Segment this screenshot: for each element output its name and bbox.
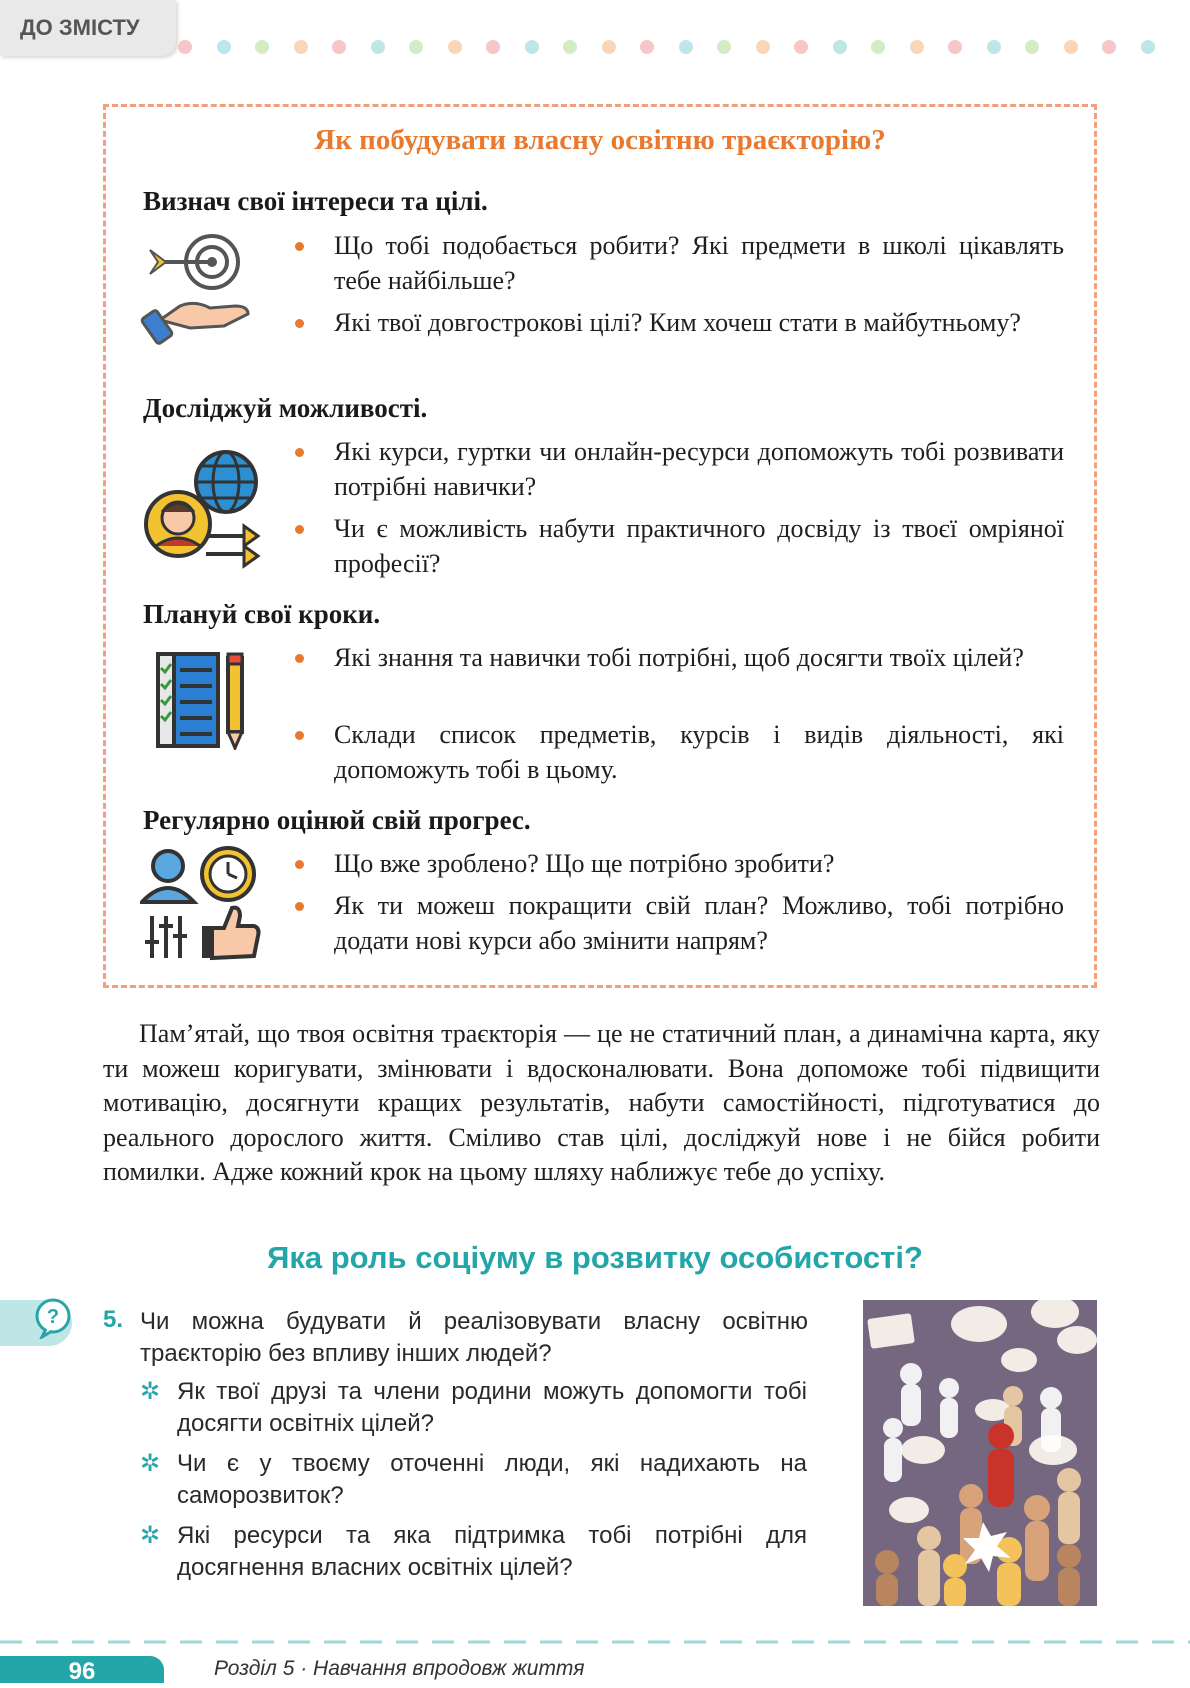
decorative-dot bbox=[255, 40, 269, 54]
decorative-dot bbox=[486, 40, 500, 54]
decorative-dot bbox=[178, 40, 192, 54]
decorative-dot bbox=[525, 40, 539, 54]
gear-bullet-icon: ✲ bbox=[140, 1379, 161, 1405]
decorative-dots bbox=[178, 40, 1190, 56]
svg-text:?: ? bbox=[46, 1306, 60, 1328]
section-heading-explore: Досліджуй можливості. bbox=[143, 393, 428, 423]
decorative-dot bbox=[640, 40, 654, 54]
box-title: Як побудувати власну освітню траєкторію? bbox=[314, 124, 886, 156]
decorative-dot bbox=[910, 40, 924, 54]
decorative-dot bbox=[756, 40, 770, 54]
summary-paragraph: Пам’ятай, що твоя освітня траєкторія — це не статичний план, а динамічна карта, яку ти можеш коригувати, змінювати і вдосконалювати. Вона допоможе тобі підвищити мотивацію, досягнути кращих результатів, набути самостійності, підготуватися до реального дорослого життя. Сміливо став цілі, досліджуй нове і не бійся робити помилки. Адже кожний крок на цьому шляху наближує тебе до успіху. bbox=[103, 1019, 1100, 1186]
bullet-item: Склади список предметів, курсів і видів діяльності, які допоможуть тобі в цьому. bbox=[334, 717, 1064, 787]
decorative-dot bbox=[1102, 40, 1116, 54]
question-text: Чи можна будувати й реалізовувати власну освітню траєкторію без впливу інших людей? bbox=[140, 1308, 808, 1367]
section-title: Яка роль соціуму в розвитку особистості? bbox=[267, 1240, 923, 1275]
decorative-dot bbox=[1141, 40, 1155, 54]
section-heading-plan: Плануй свої кроки. bbox=[143, 599, 381, 629]
toc-button[interactable] bbox=[0, 0, 176, 56]
decorative-dot bbox=[833, 40, 847, 54]
checklist-pencil-icon bbox=[140, 650, 250, 750]
footer-dashed-line bbox=[0, 1640, 1190, 1644]
decorative-dot bbox=[217, 40, 231, 54]
question-bubble-icon bbox=[32, 1297, 74, 1339]
decorative-dot bbox=[1064, 40, 1078, 54]
sub-question: Які ресурси та яка підтримка тобі потрібні для досягнення власних освітніх цілей? bbox=[177, 1522, 807, 1581]
bullet-item: Чи є можливість набути практичного досвіду із твоєї омріяної професії? bbox=[334, 511, 1064, 581]
decorative-dot bbox=[1025, 40, 1039, 54]
bullet-item: Які твої довгострокові цілі? Ким хочеш стати в майбутньому? bbox=[334, 305, 1064, 340]
bullet-item: Що тобі подобається робити? Які предмети в школі цікавлять тебе найбільше? bbox=[334, 228, 1064, 298]
globe-person-icon bbox=[140, 446, 264, 570]
decorative-dot bbox=[294, 40, 308, 54]
section-heading-interests: Визнач свої інтереси та цілі. bbox=[143, 186, 488, 216]
toc-label: ДО ЗМІСТУ bbox=[20, 15, 140, 40]
section-heading-progress: Регулярно оцінюй свій прогрес. bbox=[143, 805, 531, 835]
decorative-dot bbox=[332, 40, 346, 54]
progress-review-icon bbox=[140, 846, 264, 962]
decorative-dot bbox=[602, 40, 616, 54]
target-hand-icon bbox=[140, 232, 260, 352]
bullet-item: Що вже зроблено? Що ще потрібно зробити? bbox=[334, 846, 1064, 881]
bullet-item: Які знання та навички тобі потрібні, щоб досягти твоїх цілей? bbox=[334, 640, 1064, 675]
decorative-dot bbox=[371, 40, 385, 54]
decorative-dot bbox=[409, 40, 423, 54]
decorative-dot bbox=[563, 40, 577, 54]
decorative-dot bbox=[679, 40, 693, 54]
sub-question: Чи є у твоєму оточенні люди, які надихають на саморозвиток? bbox=[177, 1450, 807, 1509]
gear-bullet-icon: ✲ bbox=[140, 1451, 161, 1477]
decorative-dot bbox=[717, 40, 731, 54]
decorative-dot bbox=[948, 40, 962, 54]
bullet-item: Які курси, гуртки чи онлайн-ресурси допоможуть тобі розвивати потрібні навички? bbox=[334, 434, 1064, 504]
gear-bullet-icon: ✲ bbox=[140, 1523, 161, 1549]
sub-question: Як твої друзі та члени родини можуть допомогти тобі досягти освітніх цілей? bbox=[177, 1378, 807, 1437]
decorative-dot bbox=[871, 40, 885, 54]
bullet-item: Як ти можеш покращити свій план? Можливо, тобі потрібно додати нові курси або змінити напрям? bbox=[334, 888, 1064, 958]
people-cutout-photo bbox=[863, 1300, 1097, 1606]
decorative-dot bbox=[794, 40, 808, 54]
decorative-dot bbox=[987, 40, 1001, 54]
chapter-title: Розділ 5 · Навчання впродовж життя bbox=[214, 1657, 585, 1680]
page-number: 96 bbox=[0, 1656, 164, 1683]
question-number: 5. bbox=[103, 1306, 124, 1333]
decorative-dot bbox=[448, 40, 462, 54]
